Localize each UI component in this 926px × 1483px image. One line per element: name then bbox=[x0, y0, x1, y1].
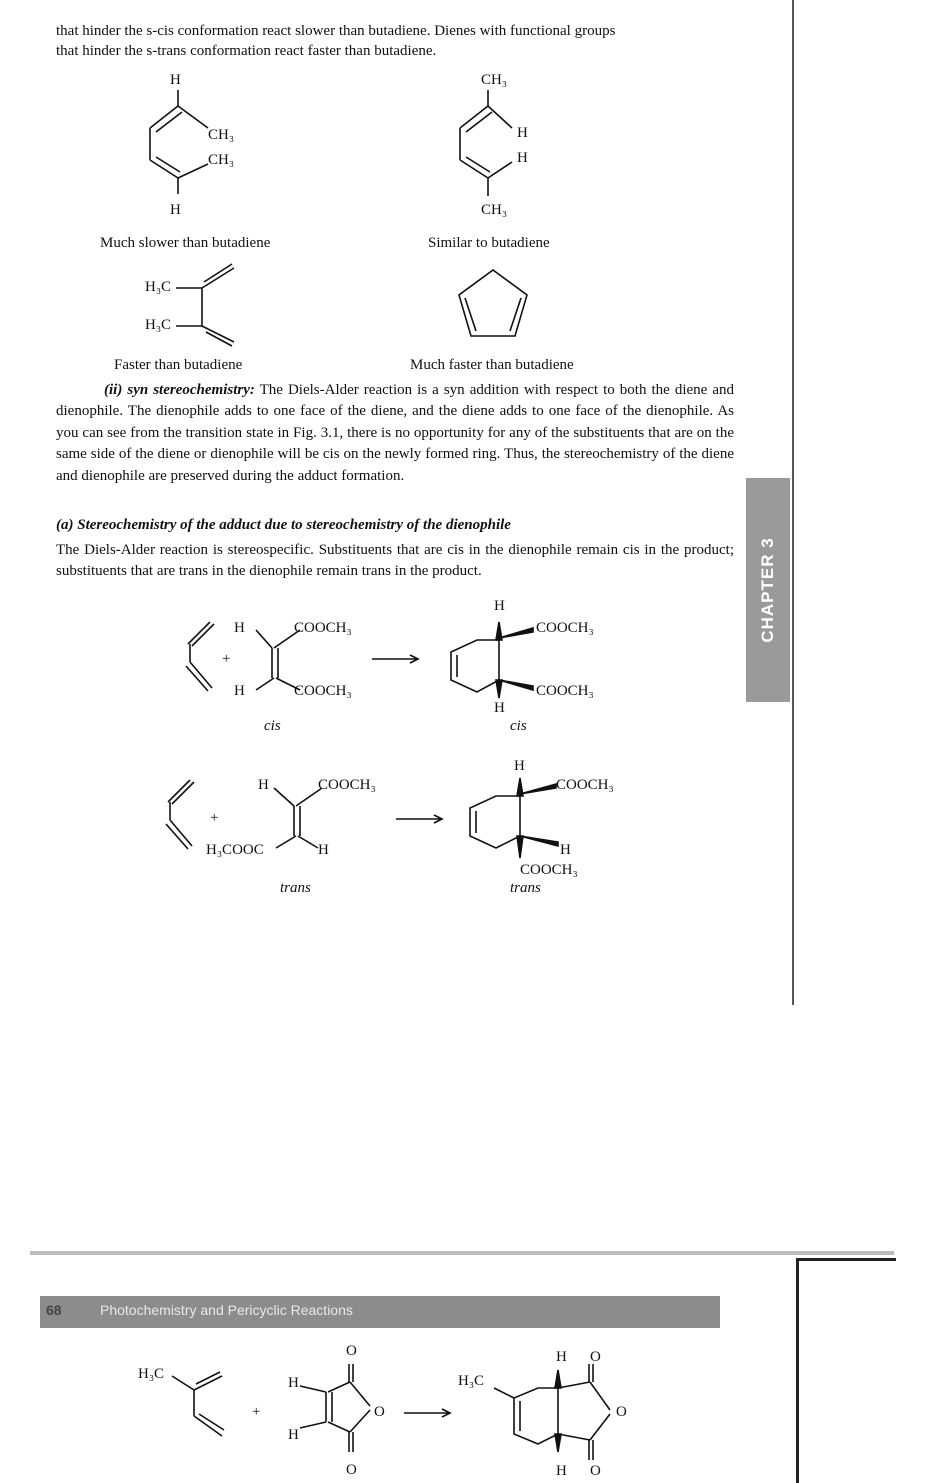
reaction-arrow bbox=[372, 654, 422, 664]
atom-h: H bbox=[556, 1349, 567, 1365]
reaction-cis-diene bbox=[184, 622, 224, 692]
caption-similar: Similar to butadiene bbox=[428, 235, 550, 251]
plus-sign: + bbox=[210, 810, 219, 826]
atom-h3c: H₃C bbox=[458, 1373, 485, 1389]
chapter-side-tab bbox=[746, 478, 790, 702]
atom-ch3: CH₃ bbox=[481, 72, 508, 88]
caption-faster: Faster than butadiene bbox=[114, 357, 243, 373]
atom-cooch3: COOCH₃ bbox=[536, 683, 594, 699]
plus-sign: + bbox=[222, 651, 231, 667]
atom-o: O bbox=[590, 1349, 601, 1365]
reaction-trans-product bbox=[464, 774, 564, 866]
diene-structure-similar bbox=[450, 90, 570, 200]
page-margin bbox=[894, 0, 926, 1483]
atom-h3c: H₃C bbox=[145, 279, 172, 295]
atom-h: H bbox=[234, 620, 245, 636]
running-title: Photochemistry and Pericyclic Reactions bbox=[100, 1302, 353, 1318]
atom-ch3: CH₃ bbox=[208, 152, 235, 168]
syn-text: The Diels-Alder reaction is a syn addition with respect to both the diene and dienophile. The dienophile adds to one face of the diene, and the diene adds to one face of the dienophile. As you can see from the transition state in Fig. 3.1, there is no opportunity for any of the substituents that are on the same side of the diene or dienophile will be cis on the newly formed ring. Thus, the stereochemistry of the diene and dienophile are preserved during the adduct formation. bbox=[56, 382, 734, 484]
diene-structure-slower bbox=[140, 90, 260, 200]
atom-h3c: H₃C bbox=[145, 317, 172, 333]
atom-cooch3: COOCH₃ bbox=[294, 620, 352, 636]
caption-much-faster: Much faster than butadiene bbox=[410, 357, 574, 373]
page-edge bbox=[792, 0, 794, 1005]
atom-h: H bbox=[170, 72, 181, 88]
label-cis: cis bbox=[264, 718, 281, 734]
atom-cooch3: COOCH₃ bbox=[520, 862, 578, 878]
atom-h3c: H₃C bbox=[138, 1366, 165, 1382]
atom-o: O bbox=[374, 1404, 385, 1420]
reaction-cis-product bbox=[445, 618, 545, 706]
atom-h: H bbox=[517, 125, 528, 141]
atom-ch3: CH₃ bbox=[481, 202, 508, 218]
atom-h3cooc: H₃COOC bbox=[206, 842, 264, 858]
label-cis: cis bbox=[510, 718, 527, 734]
atom-o: O bbox=[346, 1343, 357, 1359]
bottom-diene bbox=[172, 1364, 232, 1446]
syn-paragraph bbox=[56, 380, 734, 487]
atom-h: H bbox=[288, 1427, 299, 1443]
atom-cooch3: COOCH₃ bbox=[556, 777, 614, 793]
label-trans: trans bbox=[280, 880, 311, 896]
section-a-text: The Diels-Alder reaction is stereospecific. Substituents that are cis in the dienophile remain cis in the product; substituents that are trans in the dienophile remain trans in the product. bbox=[56, 542, 734, 580]
cyclopentadiene-structure bbox=[455, 268, 535, 344]
atom-cooch3: COOCH₃ bbox=[536, 620, 594, 636]
atom-o: O bbox=[616, 1404, 627, 1420]
atom-o: O bbox=[590, 1463, 601, 1479]
running-footer bbox=[40, 1296, 720, 1328]
intro-line-1: that hinder the s-cis conformation react slower than butadiene. Dienes with functional groups bbox=[56, 23, 616, 39]
page-number: 68 bbox=[46, 1302, 62, 1318]
atom-h: H bbox=[560, 842, 571, 858]
atom-h: H bbox=[494, 598, 505, 614]
chapter-tab-label: CHAPTER 3 bbox=[758, 537, 777, 643]
page-separator bbox=[30, 1251, 896, 1255]
next-page-border bbox=[796, 1258, 799, 1483]
atom-h: H bbox=[288, 1375, 299, 1391]
atom-h: H bbox=[494, 700, 505, 716]
reaction-arrow bbox=[396, 814, 446, 824]
bottom-adduct bbox=[494, 1360, 634, 1470]
intro-line-2: that hinder the s-trans conformation react faster than butadiene. bbox=[56, 43, 437, 59]
label-trans: trans bbox=[510, 880, 541, 896]
section-a-heading: (a) Stereochemistry of the adduct due to stereochemistry of the dienophile bbox=[56, 517, 511, 533]
atom-h: H bbox=[556, 1463, 567, 1479]
atom-h: H bbox=[318, 842, 329, 858]
atom-h: H bbox=[258, 777, 269, 793]
atom-h: H bbox=[514, 758, 525, 774]
reaction-trans-diene bbox=[164, 780, 204, 850]
atom-h: H bbox=[517, 150, 528, 166]
caption-much-slower: Much slower than butadiene bbox=[100, 235, 271, 251]
reaction-arrow bbox=[404, 1408, 454, 1418]
atom-h: H bbox=[170, 202, 181, 218]
atom-cooch3: COOCH₃ bbox=[294, 683, 352, 699]
atom-o: O bbox=[346, 1462, 357, 1478]
syn-label: (ii) syn stereochemistry: bbox=[104, 382, 255, 398]
atom-cooch3: COOCH₃ bbox=[318, 777, 376, 793]
next-page-border bbox=[796, 1258, 896, 1261]
diene-structure-faster bbox=[176, 262, 256, 342]
atom-h: H bbox=[234, 683, 245, 699]
plus-sign: + bbox=[252, 1404, 261, 1420]
atom-ch3: CH₃ bbox=[208, 127, 235, 143]
